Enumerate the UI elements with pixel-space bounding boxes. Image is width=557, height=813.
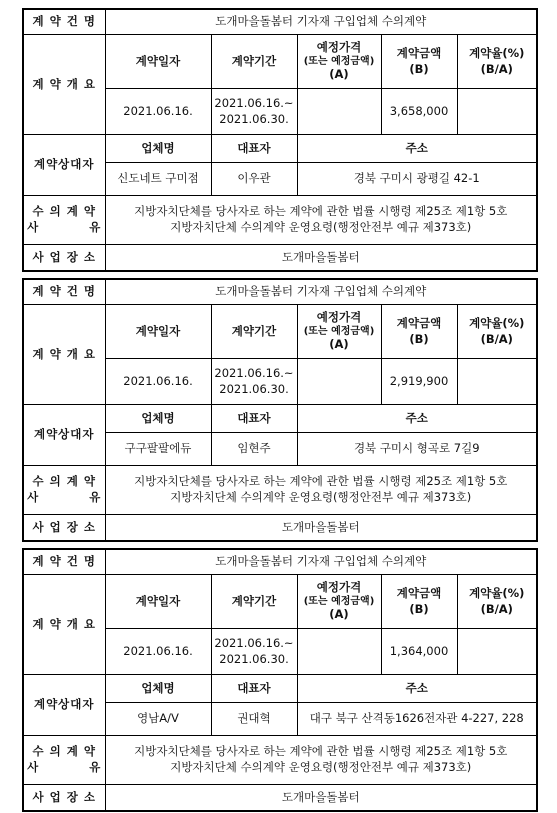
rate-header-line2: (B/A)	[480, 601, 513, 616]
period-start: 2021.06.16.~	[214, 635, 294, 650]
estimate-price-header	[297, 575, 381, 629]
amount-header-line2: (B)	[409, 601, 429, 616]
contract-date-value: 2021.06.16.	[105, 359, 211, 405]
contract-rate-header	[457, 575, 537, 629]
rate-header-line2: (B/A)	[480, 61, 513, 76]
estimate-header-line2: (또는 예정금액)	[303, 56, 375, 67]
reason-label-line2: 사 유	[27, 220, 102, 234]
reason-label	[23, 466, 105, 515]
contract-amount-value: 1,364,000	[381, 629, 457, 675]
period-start: 2021.06.16.~	[214, 365, 294, 380]
amount-header-line2: (B)	[409, 331, 429, 346]
reason-label-line1: 수 의 계 약	[32, 744, 96, 759]
contract-overview-label: 계 약 개 요	[23, 575, 105, 675]
company-value: 구구팔팔에듀	[105, 433, 211, 466]
estimate-price-value	[297, 629, 381, 675]
reason-line1: 지방자치단체를 당사자로 하는 계약에 관한 법률 시행령 제25조 제1항 5호	[134, 474, 508, 489]
site-label: 사 업 장 소	[23, 245, 105, 272]
contractor-label: 계약상대자	[23, 675, 105, 736]
rate-header-line1: 계약율(%)	[469, 315, 525, 330]
estimate-header-line3: (A)	[329, 67, 349, 81]
site-label: 사 업 장 소	[23, 515, 105, 542]
contract-date-value: 2021.06.16.	[105, 629, 211, 675]
address-value: 대구 북구 산격동1626전자관 4-227, 228	[297, 703, 537, 736]
contract-amount-value: 3,658,000	[381, 89, 457, 135]
reason-value	[105, 736, 537, 785]
estimate-header-line1: 예정가격	[316, 310, 362, 325]
rate-header-line2: (B/A)	[480, 331, 513, 346]
period-end: 2021.06.30.	[219, 651, 289, 666]
contract-table	[22, 548, 538, 812]
period-start: 2021.06.16.~	[214, 95, 294, 110]
contract-overview-label: 계 약 개 요	[23, 305, 105, 405]
estimate-price-value	[297, 359, 381, 405]
address-header: 주소	[297, 405, 537, 433]
estimate-price-header	[297, 305, 381, 359]
company-header: 업체명	[105, 135, 211, 163]
rate-header-line1: 계약율(%)	[469, 45, 525, 60]
site-value: 도개마을돌봄터	[105, 785, 537, 812]
contract-period-value	[211, 359, 297, 405]
contract-period-header: 계약기간	[211, 305, 297, 359]
contractor-label: 계약상대자	[23, 405, 105, 466]
estimate-header-line3: (A)	[329, 607, 349, 621]
estimate-header-line1: 예정가격	[316, 580, 362, 595]
reason-label	[23, 736, 105, 785]
reason-value	[105, 466, 537, 515]
contract-table	[22, 278, 538, 542]
contract-rate-header	[457, 305, 537, 359]
reason-line1: 지방자치단체를 당사자로 하는 계약에 관한 법률 시행령 제25조 제1항 5호	[134, 744, 508, 759]
ceo-header: 대표자	[211, 675, 297, 703]
contract-amount-header	[381, 35, 457, 89]
amount-header-line1: 계약금액	[396, 315, 442, 330]
company-value: 영남A/V	[105, 703, 211, 736]
company-value: 신도네트 구미점	[105, 163, 211, 196]
contract-name-label: 계 약 건 명	[23, 9, 105, 35]
contract-rate-value	[457, 89, 537, 135]
site-value: 도개마을돌봄터	[105, 245, 537, 272]
contract-name-value: 도개마을돌봄터 기자재 구입업체 수의계약	[105, 279, 537, 305]
amount-header-line2: (B)	[409, 61, 429, 76]
contract-table-block	[22, 548, 536, 812]
contract-name-value: 도개마을돌봄터 기자재 구입업체 수의계약	[105, 9, 537, 35]
contract-name-label: 계 약 건 명	[23, 549, 105, 575]
contract-date-header: 계약일자	[105, 35, 211, 89]
reason-value	[105, 196, 537, 245]
company-header: 업체명	[105, 675, 211, 703]
reason-label	[23, 196, 105, 245]
contract-period-header: 계약기간	[211, 575, 297, 629]
reason-line2: 지방자치단체 수의계약 운영요령(행정안전부 예규 제373호)	[170, 220, 472, 234]
reason-label-line1: 수 의 계 약	[32, 474, 96, 489]
reason-label-line2: 사 유	[27, 760, 102, 774]
ceo-header: 대표자	[211, 135, 297, 163]
contract-date-header: 계약일자	[105, 575, 211, 629]
contract-rate-value	[457, 629, 537, 675]
estimate-header-line1: 예정가격	[316, 40, 362, 55]
address-value: 경북 구미시 광평길 42-1	[297, 163, 537, 196]
reason-line1: 지방자치단체를 당사자로 하는 계약에 관한 법률 시행령 제25조 제1항 5호	[134, 204, 508, 219]
address-header: 주소	[297, 675, 537, 703]
address-header: 주소	[297, 135, 537, 163]
period-end: 2021.06.30.	[219, 381, 289, 396]
ceo-value: 이우관	[211, 163, 297, 196]
company-header: 업체명	[105, 405, 211, 433]
contract-period-header: 계약기간	[211, 35, 297, 89]
contract-rate-header	[457, 35, 537, 89]
contract-amount-header	[381, 575, 457, 629]
contract-table	[22, 8, 538, 272]
contract-rate-value	[457, 359, 537, 405]
ceo-value: 권대혁	[211, 703, 297, 736]
amount-header-line1: 계약금액	[396, 585, 442, 600]
contract-amount-header	[381, 305, 457, 359]
period-end: 2021.06.30.	[219, 111, 289, 126]
contract-name-value: 도개마을돌봄터 기자재 구입업체 수의계약	[105, 549, 537, 575]
address-value: 경북 구미시 형곡로 7길9	[297, 433, 537, 466]
reason-label-line1: 수 의 계 약	[32, 204, 96, 219]
site-value: 도개마을돌봄터	[105, 515, 537, 542]
contract-table-block	[22, 278, 536, 542]
amount-header-line1: 계약금액	[396, 45, 442, 60]
contract-overview-label: 계 약 개 요	[23, 35, 105, 135]
contract-name-label: 계 약 건 명	[23, 279, 105, 305]
ceo-header: 대표자	[211, 405, 297, 433]
contract-period-value	[211, 89, 297, 135]
ceo-value: 임현주	[211, 433, 297, 466]
reason-line2: 지방자치단체 수의계약 운영요령(행정안전부 예규 제373호)	[170, 760, 472, 774]
rate-header-line1: 계약율(%)	[469, 585, 525, 600]
contract-amount-value: 2,919,900	[381, 359, 457, 405]
reason-label-line2: 사 유	[27, 490, 102, 504]
contract-period-value	[211, 629, 297, 675]
reason-line2: 지방자치단체 수의계약 운영요령(행정안전부 예규 제373호)	[170, 490, 472, 504]
contract-table-block	[22, 8, 536, 272]
site-label: 사 업 장 소	[23, 785, 105, 812]
contract-date-value: 2021.06.16.	[105, 89, 211, 135]
estimate-header-line2: (또는 예정금액)	[303, 596, 375, 607]
estimate-header-line2: (또는 예정금액)	[303, 326, 375, 337]
contract-date-header: 계약일자	[105, 305, 211, 359]
estimate-price-header	[297, 35, 381, 89]
estimate-price-value	[297, 89, 381, 135]
contractor-label: 계약상대자	[23, 135, 105, 196]
estimate-header-line3: (A)	[329, 337, 349, 351]
